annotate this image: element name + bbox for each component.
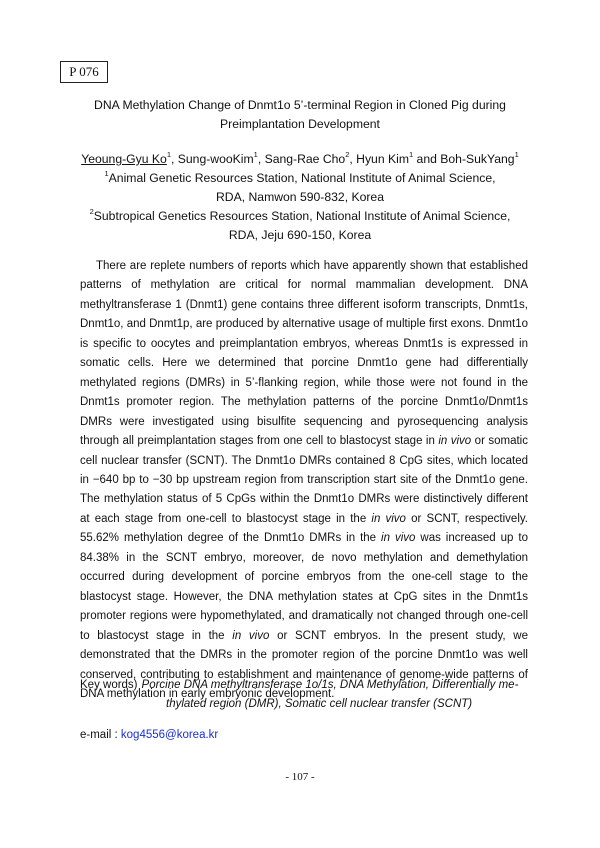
author-name: , Sung-wooKim [171, 152, 254, 166]
abstract-paragraph [80, 257, 528, 704]
abstract-italic-term: in vivo [371, 512, 406, 525]
abstract-italic-term: in vivo [438, 435, 472, 448]
author-affiliation-mark: 1 [514, 149, 519, 159]
page-number: - 107 - [285, 771, 315, 783]
author-name: , Sang-Rae Cho [257, 152, 346, 166]
abstract-text: was increased up to 84.38% in the SCNT embryo, moreover, de novo methylation and demethylation occurred during development of porcine embryos from the one-cell stage to the blastocyst stage. However, the DNA methylation states at CpG sites in the Dnmt1s promoter regions were hypomethylated, and dramatically not changed through one-cell to blastocyst stage in the [80, 532, 528, 642]
paper-title [60, 96, 540, 134]
abstract-italic-term: in vivo [232, 629, 270, 642]
poster-number-badge: P 076 [60, 61, 108, 83]
author-affiliation-mark: 1 [253, 149, 258, 159]
keywords-list-continued: thylated region (DMR), Somatic cell nuclear transfer (SCNT) [166, 698, 473, 710]
title-line-2: Preimplantation Development [220, 117, 380, 131]
abstract-italic-term: in vivo [381, 532, 416, 545]
author-block [60, 150, 540, 245]
affiliation-text: Subtropical Genetics Resources Station, National Institute of Animal Science, [93, 209, 511, 223]
affiliation-1 [60, 169, 540, 188]
title-line-1: DNA Methylation Change of Dnmt1o 5’-terminal Region in Cloned Pig during [94, 98, 506, 112]
abstract [80, 257, 528, 704]
affiliation-2-address: RDA, Jeju 690-150, Korea [228, 228, 372, 242]
email-label: e-mail [80, 729, 112, 741]
contact-email [80, 727, 218, 743]
author-affiliation-mark: 1 [409, 149, 414, 159]
abstract-text: or SCNT embryos. In the present study, we demonstrated that the DMRs in the promoter region of the porcine Dnmt1o was well conserved, contributing to establishment and maintenance of genome-wide patterns of DNA methylation in early embryonic development. [80, 629, 528, 700]
keywords-label: Key words) [80, 679, 138, 691]
abstract-text: or somatic cell nuclear transfer (SCNT). The Dnmt1o DMRs contained 8 CpG sites, which located in −640 bp to −30 bp upstream region from transcription start site of the Dnmt1o gene. The methylation status of 5 CpGs within the Dnmt1o DMRs were distinctively different at each stage from one-cell to blastocyst stage in the [80, 435, 528, 525]
email-link[interactable]: kog4556@korea.kr [120, 729, 219, 741]
author-affiliation-mark: 2 [345, 149, 350, 159]
affiliation-text: Animal Genetic Resources Station, National Institute of Animal Science, [108, 171, 496, 185]
author-name: and Boh-SukYang [413, 152, 515, 166]
keywords [80, 676, 530, 714]
author-name: , Hyun Kim [349, 152, 409, 166]
abstract-text: There are replete numbers of reports which have apparently shown that established patterns of methylation are critical for normal mammalian development. DNA methyltransferase 1 (Dnmt1) gene contains three different isoform transcripts, Dnmt1s, Dnmt1o, and Dnmt1p, are produced by alternative usage of multiple first exons. Dnmt1o is specific to oocytes and preimplantation embryos, whereas Dnmt1s is expressed in somatic cells. Here we determined that porcine Dnmt1o gene had differentially methylated regions (DMRs) in 5’-flanking region, while those were not found in the Dnmt1s promoter region. The methylation patterns of the porcine Dnmt1o/Dnmt1s DMRs were investigated using bisulfite sequencing and pyrosequencing analysis through all preimplantation stages from one cell to blastocyst stage in [80, 260, 528, 448]
keywords-list: Porcine DNA methyltransferase 1o/1s, DNA Methylation, Differentially me- [141, 679, 519, 691]
author-affiliation-mark: 1 [166, 149, 171, 159]
affiliation-2 [60, 207, 540, 226]
author-list [60, 150, 540, 169]
abstract-text: or SCNT, respectively. 55.62% methylation degree of the Dnmt1o DMRs in the [80, 512, 528, 545]
affiliation-1-address: RDA, Namwon 590-832, Korea [215, 190, 384, 204]
affiliation-mark: 2 [89, 206, 94, 216]
affiliation-mark: 1 [104, 168, 109, 178]
email-separator: : [111, 729, 121, 741]
presenting-author: Yeoung-Gyu Ko [81, 152, 167, 166]
